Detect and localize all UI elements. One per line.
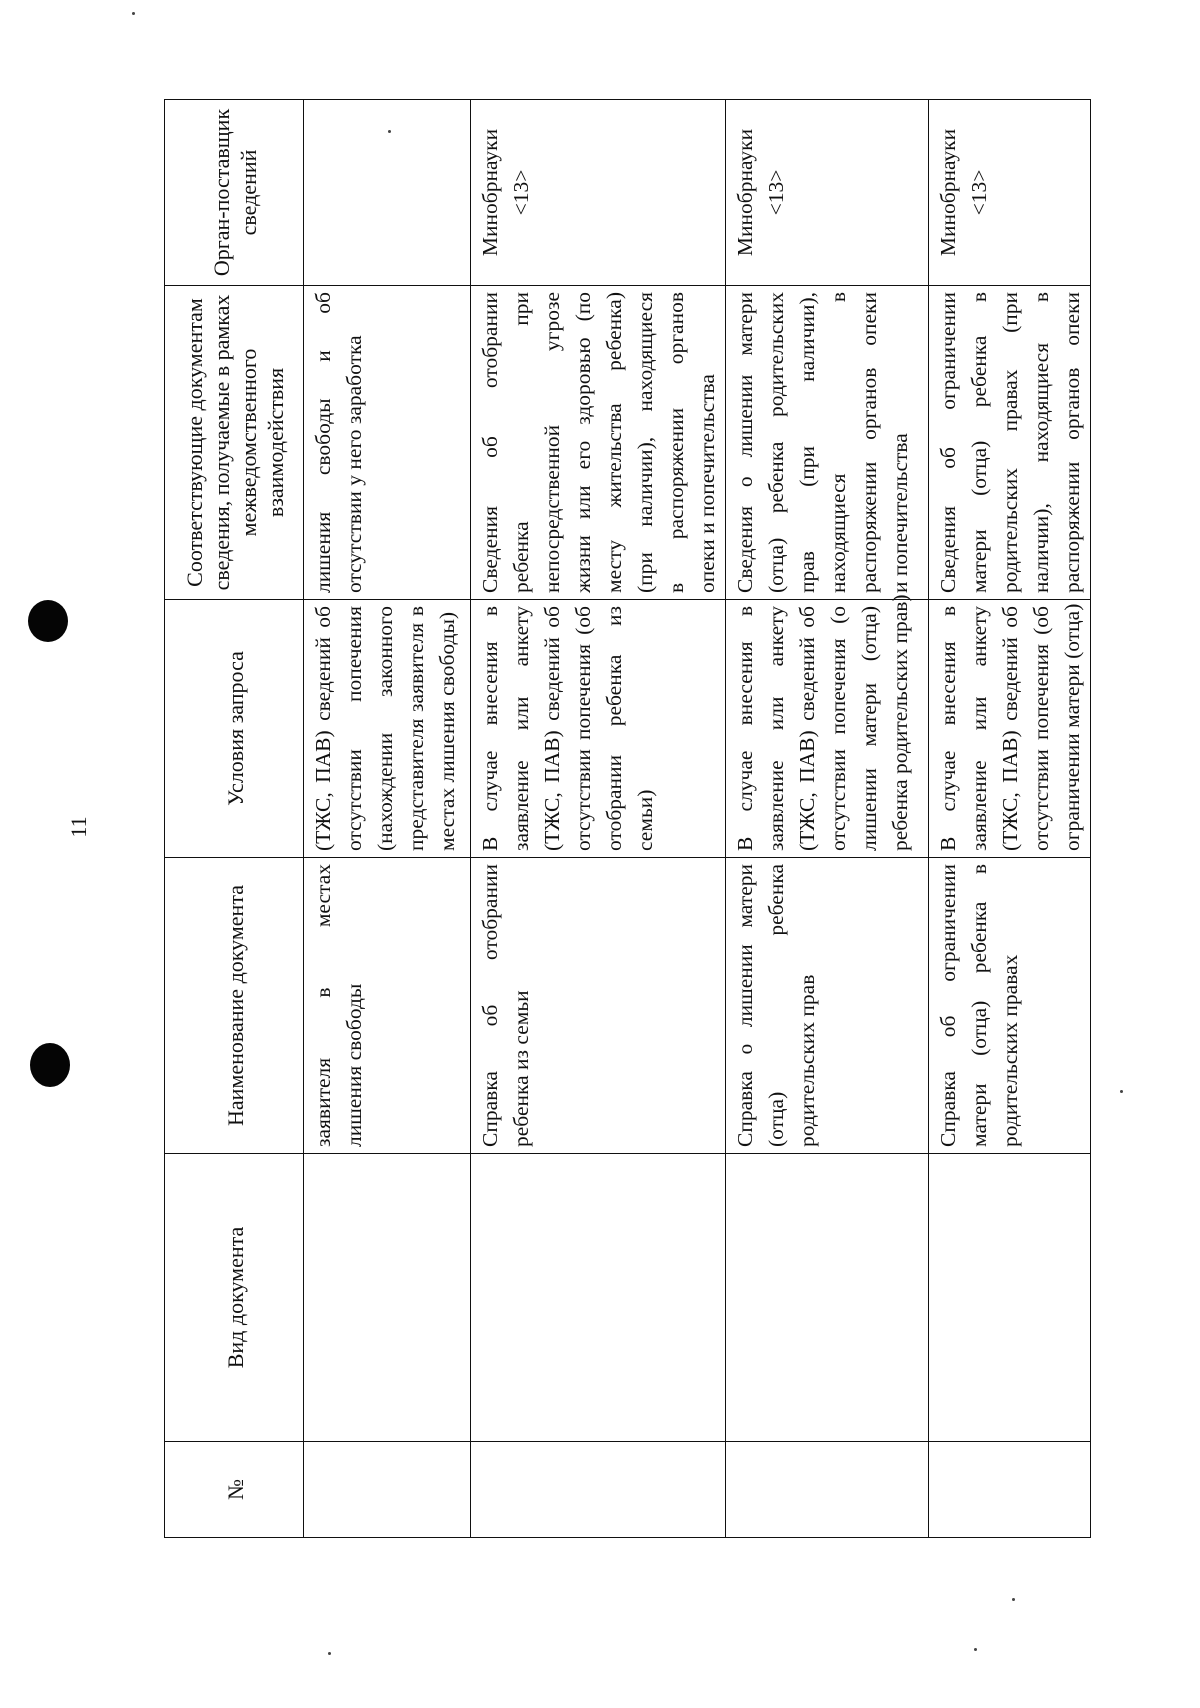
cell-provider	[304, 100, 471, 286]
cell-line: заявление или анкету	[764, 606, 788, 851]
cell-line: находящиеся в	[826, 292, 850, 593]
cell-line: лишении матери (отца)	[857, 606, 881, 851]
cell-line: отсутствии попечения (об	[571, 606, 595, 851]
header-info: Соответствующие документам сведения, получаемые в рамках межведомственного взаимодействия	[165, 286, 304, 600]
cell-line: родительских правах	[998, 954, 1022, 1147]
cell-line: Сведения об ограничении	[936, 292, 960, 593]
table-header-row	[165, 100, 304, 1538]
cell-provider	[471, 100, 726, 286]
cell-name	[304, 858, 471, 1154]
binder-hole	[28, 600, 68, 642]
cell-line: <13>	[967, 169, 991, 216]
header-conditions: Условия запроса	[165, 600, 304, 858]
cell-line: <13>	[764, 169, 788, 216]
cell-line: В случае внесения в	[733, 606, 757, 851]
cell-provider	[929, 100, 1091, 286]
header-provider: Орган-поставщик сведений	[165, 100, 304, 286]
cell-name	[471, 858, 726, 1154]
cell-info	[929, 286, 1091, 600]
cell-line: В случае внесения в	[936, 606, 960, 851]
cell-line: жизни или его здоровью (по	[571, 292, 595, 593]
cell-line: распоряжении органов опеки	[1060, 292, 1084, 593]
cell-line: отсутствии попечения (о	[826, 606, 850, 851]
cell-line: месту жительства ребенка)	[602, 292, 626, 593]
cell-info	[726, 286, 929, 600]
cell-line: и попечительства	[888, 433, 912, 593]
cell-line: (при наличии), находящиеся	[633, 292, 657, 593]
cell-line: заявителя в местах	[311, 864, 335, 1147]
table-row	[304, 100, 471, 1538]
scan-speck	[388, 130, 391, 133]
cell-line: Справка о лишении матери	[733, 864, 757, 1147]
scan-speck	[1012, 1598, 1015, 1601]
cell-num	[304, 1442, 471, 1538]
cell-conditions	[471, 600, 726, 858]
table-row	[471, 100, 726, 1538]
scan-speck	[1120, 1090, 1123, 1093]
cell-name	[726, 858, 929, 1154]
cell-kind	[726, 1154, 929, 1442]
cell-provider	[726, 100, 929, 286]
cell-line: прав (при наличии),	[795, 292, 819, 593]
cell-line: наличии), находящиеся в	[1029, 292, 1053, 593]
cell-line: непосредственной угрозе	[540, 292, 564, 593]
header-kind: Вид документа	[165, 1154, 304, 1442]
cell-line: Минобрнауки	[478, 128, 502, 257]
cell-line: отсутствии попечения	[342, 606, 366, 851]
cell-line: ребенка из семьи	[509, 990, 533, 1147]
scan-speck	[132, 12, 135, 15]
cell-line: отобрании ребенка из	[602, 606, 626, 851]
cell-line: ребенка при	[509, 292, 533, 593]
cell-line: местах лишения свободы)	[435, 611, 459, 851]
cell-conditions	[726, 594, 929, 858]
cell-info	[304, 286, 471, 600]
cell-num	[726, 1442, 929, 1538]
header-name: Наименование документа	[165, 858, 304, 1154]
cell-line: отсутствии попечения (об	[1029, 606, 1053, 851]
cell-line: опеки и попечительства	[695, 374, 719, 593]
cell-line: заявление или анкету	[967, 606, 991, 851]
cell-line: лишения свободы и об	[311, 292, 335, 593]
cell-line: отсутствии у него заработка	[342, 335, 366, 593]
page-number: 11	[66, 816, 91, 838]
cell-line: ограничении матери (отца)	[1060, 603, 1084, 851]
cell-line: Минобрнауки	[936, 128, 960, 257]
cell-line: лишения свободы	[342, 983, 366, 1147]
cell-line: (отца) ребенка родительских	[764, 292, 788, 593]
documents-table	[164, 99, 1091, 1538]
cell-line: родительских правах (при	[998, 292, 1022, 593]
cell-line: В случае внесения в	[478, 606, 502, 851]
cell-line: представителя заявителя в	[404, 606, 428, 851]
cell-line: матери (отца) ребенка в	[967, 864, 991, 1147]
scan-speck	[974, 1648, 977, 1651]
header-num: №	[165, 1442, 304, 1538]
cell-num	[471, 1442, 726, 1538]
cell-line: Сведения об отобрании	[478, 292, 502, 593]
cell-name	[929, 858, 1091, 1154]
cell-num	[929, 1442, 1091, 1538]
cell-line: Справка об отобрании	[478, 864, 502, 1147]
cell-kind	[929, 1154, 1091, 1442]
cell-line: (нахождении законного	[373, 606, 397, 851]
cell-line: Минобрнауки	[733, 128, 757, 257]
binder-hole	[30, 1043, 70, 1087]
cell-line: распоряжении органов опеки	[857, 292, 881, 593]
cell-line: (ТЖС, ПАВ) сведений об	[540, 606, 564, 851]
cell-conditions	[929, 600, 1091, 858]
cell-line: (ТЖС, ПАВ) сведений об	[311, 606, 335, 851]
cell-line: Справка об ограничении	[936, 864, 960, 1147]
scan-speck	[328, 1652, 331, 1655]
cell-line: матери (отца) ребенка в	[967, 292, 991, 593]
cell-line: (отца) ребенка	[764, 864, 788, 1147]
cell-line: (ТЖС, ПАВ) сведений об	[795, 606, 819, 851]
cell-line: заявление или анкету	[509, 606, 533, 851]
table-row	[929, 100, 1091, 1538]
cell-info	[471, 286, 726, 600]
cell-line: ребенка родительских прав)	[888, 594, 912, 851]
rotated-table-container	[164, 100, 1084, 1538]
cell-kind	[471, 1154, 726, 1442]
cell-kind	[304, 1154, 471, 1442]
cell-line: <13>	[509, 169, 533, 216]
table-row	[726, 100, 929, 1538]
cell-line: семьи)	[633, 789, 657, 851]
cell-line: (ТЖС, ПАВ) сведений об	[998, 606, 1022, 851]
cell-line: Сведения о лишении матери	[733, 292, 757, 593]
cell-line: родительских прав	[795, 974, 819, 1147]
cell-line: в распоряжении органов	[664, 292, 688, 593]
cell-conditions	[304, 600, 471, 858]
